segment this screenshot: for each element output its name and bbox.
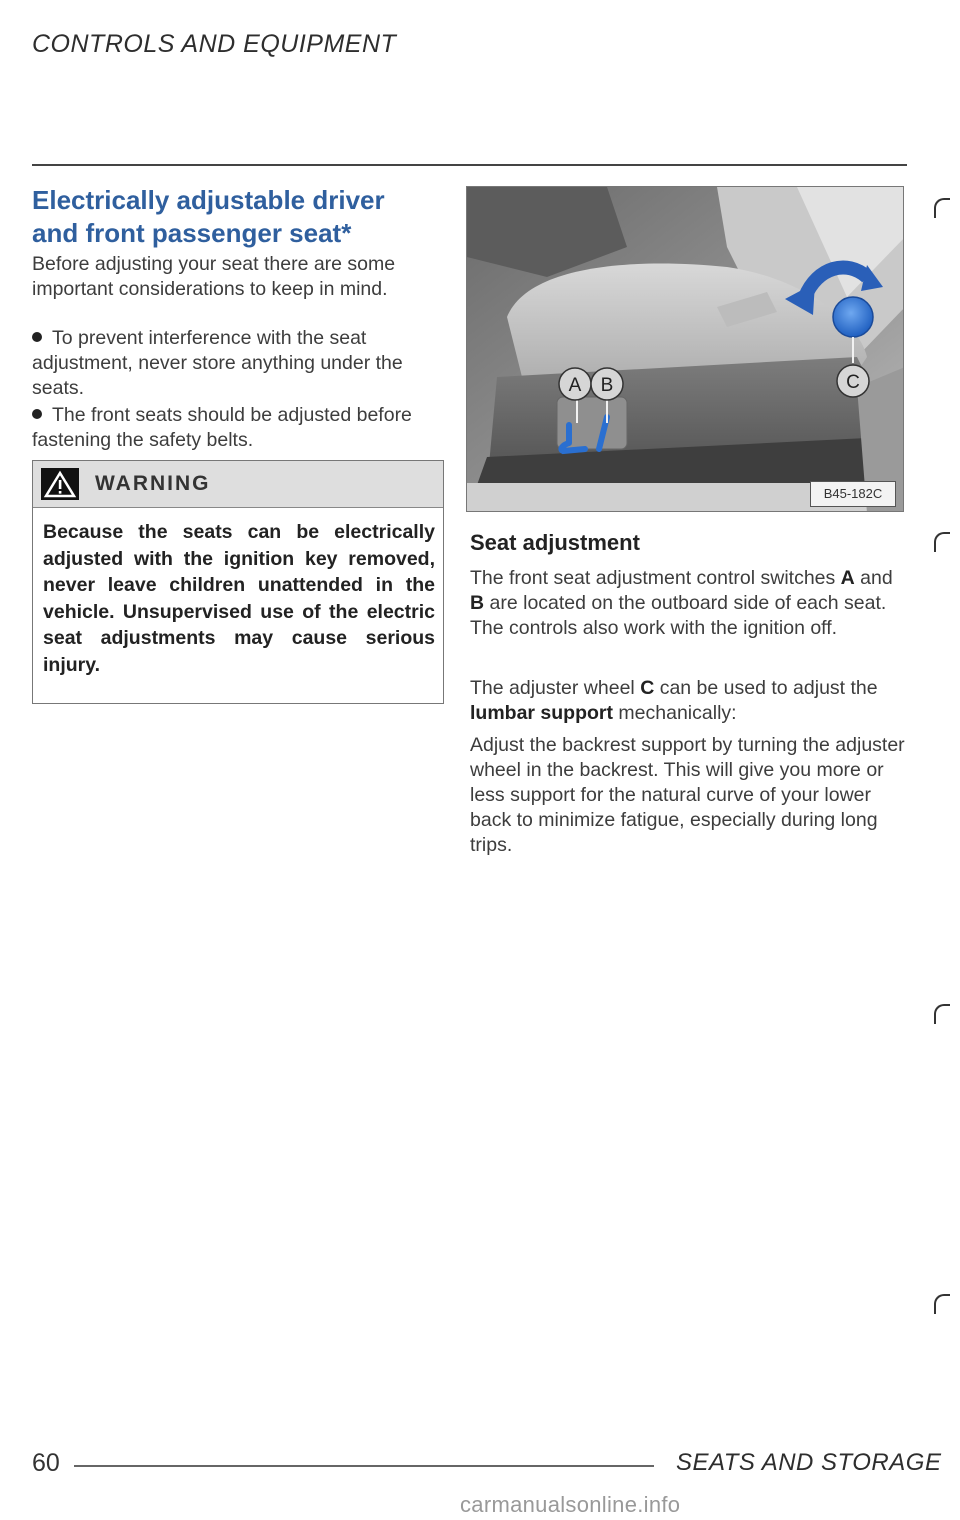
warning-text: Because the seats can be electrically adjusted with the ignition key removed, never leave children unattended in the vehicle. Unsupervised use of the electric seat adjustments may cause serious injury. — [43, 521, 435, 676]
backrest-paragraph: Adjust the backrest support by turning the adjuster wheel in the backrest. This will give you more or less support for the natural curve of your lower back to minimize fatigue, especially during long trips. — [470, 734, 905, 856]
switch-a-ref: A — [840, 567, 855, 589]
warning-header — [33, 461, 443, 508]
wheel-c-ref: C — [640, 677, 655, 699]
bullet-text-2: The front seats should be adjusted before fastening the safety belts. — [32, 404, 412, 451]
running-header: CONTROLS AND EQUIPMENT — [32, 30, 397, 58]
seat-illustration — [466, 186, 904, 512]
watermark: carmanualsonline.info — [460, 1492, 681, 1517]
label-c-marker — [837, 365, 869, 397]
label-a: A — [568, 375, 582, 396]
warning-box — [32, 460, 444, 704]
running-footer: SEATS AND STORAGE — [676, 1449, 942, 1476]
bullet-icon — [32, 409, 42, 419]
text-run: The front seat adjustment control switches — [470, 567, 841, 589]
text-run: mechanically: — [613, 702, 737, 724]
seat-photo — [467, 187, 904, 512]
controls-paragraph — [470, 566, 906, 641]
section-title: Electrically adjustable driver and front passenger seat* — [32, 185, 385, 248]
corner-mark — [934, 1004, 950, 1024]
page-number: 60 — [32, 1449, 60, 1477]
warning-triangle-icon — [41, 468, 79, 500]
bullet-item-2 — [32, 403, 447, 453]
corner-mark — [934, 1294, 950, 1314]
bullet-item-1 — [32, 326, 447, 401]
lumbar-paragraph — [470, 676, 906, 726]
switch-b-ref: B — [470, 592, 485, 614]
label-a-marker — [559, 368, 591, 400]
adjuster-wheel-icon — [833, 297, 873, 337]
text-run: are located on the outboard side of each seat. The controls also work with the ignition off. — [470, 592, 887, 639]
label-b: B — [600, 375, 614, 396]
header-rule — [32, 164, 907, 166]
bullet-icon — [32, 332, 42, 342]
corner-mark — [934, 198, 950, 218]
footer-rule — [74, 1465, 654, 1467]
lumbar-support-term: lumbar support — [470, 702, 614, 724]
warning-title: WARNING — [95, 472, 211, 495]
text-run: and — [854, 567, 893, 589]
text-run: The adjuster wheel — [470, 677, 641, 699]
label-b-marker — [591, 368, 623, 400]
label-c: C — [846, 372, 860, 393]
subsection-title: Seat adjustment — [470, 530, 640, 555]
text-run: can be used to adjust the — [654, 677, 878, 699]
corner-mark — [934, 532, 950, 552]
figure-code: B45-182C — [810, 481, 896, 507]
bullet-text-1: To prevent interference with the seat adjustment, never store anything under the seats. — [32, 327, 403, 399]
intro-paragraph: Before adjusting your seat there are some important considerations to keep in mind. — [32, 253, 396, 300]
